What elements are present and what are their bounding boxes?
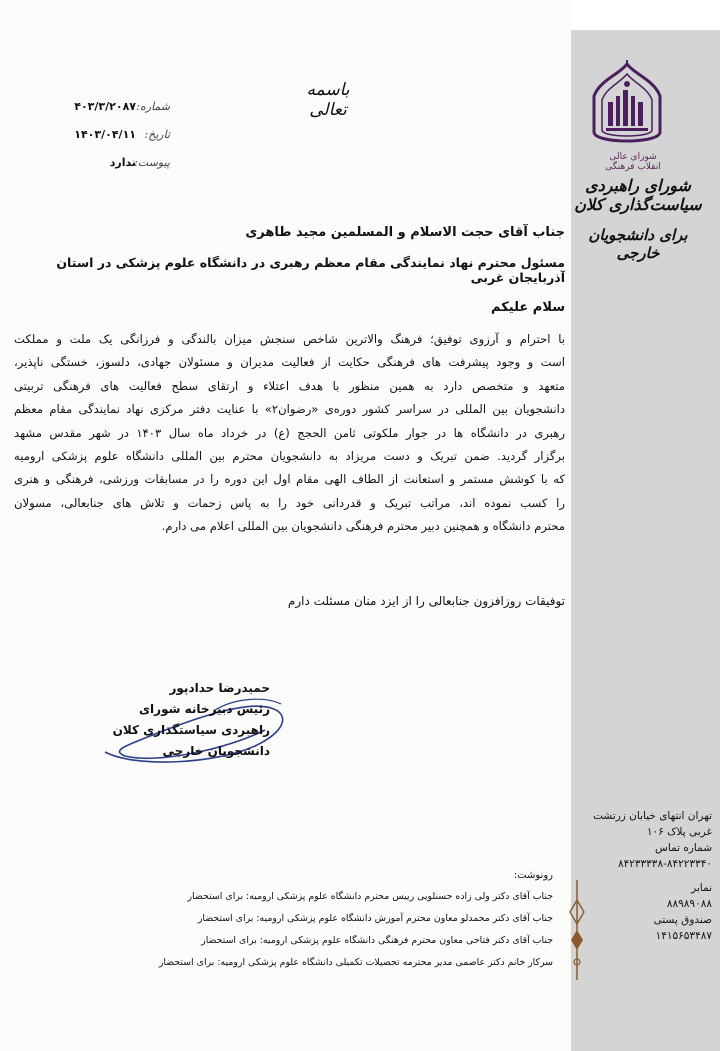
cc-item: جناب آقای دکتر محمدلو معاون محترم آموزش دانشگاه علوم پزشکی ارومیه: برای استحضار (197, 913, 553, 924)
body-line: با احترام و آرزوی توفیق؛ فرهنگ والاترین شاخص سنجش میزان بالندگی و فرزانگی یک ملت و مملکت (14, 332, 565, 346)
bismillah-heading: باسمه تعالی (306, 80, 350, 120)
signer-role: راهبردی سیاستگذاری کلان (112, 723, 270, 737)
phone-label: شماره تماس (655, 842, 712, 854)
body-line: که با کوشش مستمر و استعانت از الطاف الهی مقام اول این دوره را در مسابقات ورزشی، فرهنگی و هنری (14, 472, 565, 487)
phone-value: ۸۴۲۳۳۳۳۸-۸۴۲۲۳۳۴۰ (617, 858, 712, 870)
number-row (40, 92, 170, 120)
body-line: رهبری در دانشگاه ها در جوار ملکوتی ثامن الحجج (ع) در خرداد ماه سال ۱۴۰۳ در شهر مقدس مشهد (14, 425, 565, 440)
cc-heading: رونوشت: (513, 870, 553, 881)
signer-role: دانشجویان خارجی (162, 744, 270, 758)
emblem-caption: شورای عالی انقلاب فرهنگی (605, 152, 661, 172)
body-line: دانشجویان بین المللی در سراسر کشور دوره‌ی «رضوان۲» با عنایت دفتر مرکزی نهاد نمایندگی مقام معظم (14, 402, 565, 417)
recipient-name: جناب آقای حجت الاسلام و المسلمین مجید طاهری (245, 225, 565, 240)
pobox-label: صندوق پستی (653, 914, 712, 926)
cc-item: سرکار خانم دکتر عاصمی مدیر محترمه تحصیلات تکمیلی دانشگاه علوم پزشکی ارومیه: برای استحضار (158, 957, 553, 968)
recipient-title: مسئول محترم نهاد نمایندگی مقام معظم رهبری در دانشگاه علوم پزشکی در استان آذربایجان غربی (56, 255, 565, 285)
fax-label: نمابر (691, 882, 712, 894)
body-line: برگزار گردید. ضمن تبریک و دست مریزاد به دانشجویان محترم بین المللی دانشگاه علوم پزشکی ارومیه (14, 448, 565, 463)
address-line: غربی پلاک ۱۰۶ (646, 826, 712, 838)
attachment-value: ندارد (109, 155, 136, 169)
letter-body (14, 328, 565, 539)
cc-item: جناب آقای دکتر فتاحی معاون محترم فرهنگی دانشگاه علوم پزشکی ارومیه: برای استحضار (201, 935, 553, 946)
greeting: سلام علیکم (491, 300, 565, 315)
signer-role: رئیس دبیرخانه شورای (139, 702, 270, 716)
body-line: را کسب نموده اند، مراتب تبریک و قدردانی خود را به پاس زحمات و تلاش های جنابعالی، مسولان (14, 495, 565, 510)
fax-value: ۸۸۹۸۹۰۸۸ (666, 898, 712, 910)
date-label: تاریخ: (144, 127, 170, 141)
signature-block (100, 678, 270, 762)
number-label: شماره: (136, 99, 170, 113)
brand-subtitle: برای دانشجویان خارجی (588, 226, 688, 262)
brand-title: شورای راهبردی سیاست‌گذاری کلان (574, 176, 702, 214)
signer-name: حمیدرضا حدادپور (169, 681, 270, 695)
attachment-row (40, 148, 170, 176)
number-value: ۴۰۳/۳/۲۰۸۷ (74, 99, 136, 113)
attachment-label: پیوست: (134, 155, 170, 169)
date-row (40, 120, 170, 148)
cc-item: جناب آقای دکتر ولی زاده حسنلویی رییس محترم دانشگاه علوم پزشکی ارومیه: برای استحضار (187, 891, 553, 902)
sidebar-top-strip (571, 0, 720, 30)
date-value: ۱۴۰۳/۰۴/۱۱ (74, 127, 136, 141)
letter-meta (40, 92, 170, 176)
ornament-icon (566, 880, 588, 980)
pobox-value: ۱۴۱۵۶۵۳۴۸۷ (655, 930, 712, 942)
body-line: متعهد و متخصص دارد به همین منظور با هدف اعتلاء و ارتقای سطح فعالیت های فرهنگی تربیتی (14, 378, 565, 393)
body-line: محترم دانشگاه و همچنین دبیر محترم فرهنگی دانشجویان بین المللی اعلام می دارم. (161, 519, 565, 534)
closing-line: توفیقات روزافزون جنابعالی را از ایزد منان مسئلت دارم (287, 594, 565, 608)
cc-list (128, 866, 553, 974)
contact-gap (592, 872, 712, 880)
address-line: تهران انتهای خیابان زرتشت (593, 810, 712, 822)
body-line: است و وجود پیشرفت های فرهنگی حکایت از فعالیت مدیران و مسئولان جهادی، دلسوز، خستگی ناپذیر، (14, 355, 565, 370)
contact-info (592, 808, 712, 944)
